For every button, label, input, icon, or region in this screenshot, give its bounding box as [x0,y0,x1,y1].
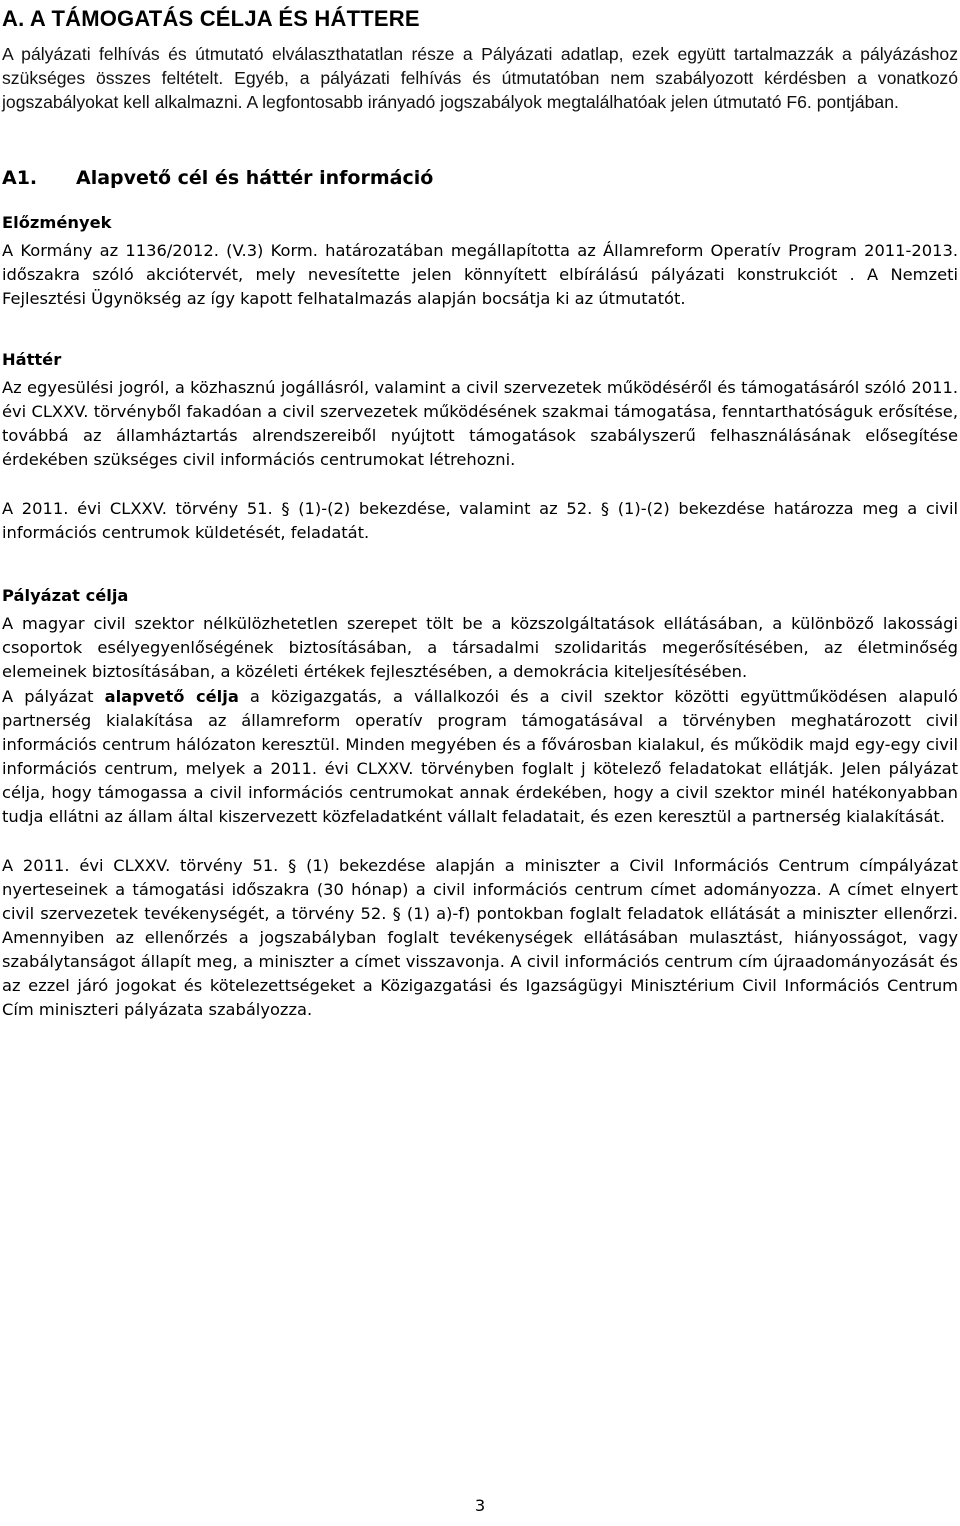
section-number: A1. [2,167,38,189]
p2-bold-text: alapvető célja [104,687,239,706]
palyazat-celja-paragraph-2 [2,685,958,829]
section-title: Alapvető cél és háttér információ [76,167,434,189]
palyazat-celja-paragraph-1: A magyar civil szektor nélkülözhetetlen szerepet tölt be a közszolgáltatások ellátásában, a különböző lakossági csoportok esélyegyenlőségének biztosításában, a társadalmi szolidaritás megerősítésében, az életminőség elemeinek biztosításában, a közéleti értékek fejlesztésében, a demokrácia kiteljesítésében. [2,614,958,681]
hatter-paragraph-1: Az egyesülési jogról, a közhasznú jogállásról, valamint a civil szervezetek működéséről és támogatásáról szóló 2011. évi CLXXV. törvényből fakadóan a civil szervezetek működésének szakmai támogatása, fenntarthatóságuk erősítése, továbbá az államháztartás alrendszereiből nyújtott támogatások szabályszerű felhasználásának elősegítése érdekében szükséges civil információs centrumokat létrehozni. [2,378,958,469]
elozmenyek-heading: Előzmények [2,213,112,232]
palyazat-celja-paragraph-3: A 2011. évi CLXXV. törvény 51. § (1) bekezdése alapján a miniszter a Civil Információs Centrum címpályázat nyerteseinek a támogatási időszakra (30 hónap) a civil információs centrum címet adományozza. A címet elnyert civil szervezetek tevékenységét, a törvény 52. § (1) a)-f) pontokban foglalt feladatok ellátását a miniszter ellenőrzi. Amennyiben az ellenőrzés a jogszabályban foglalt tevékenységek ellátásában mulasztást, hiányosságot, vagy szabálytanságot állapít meg, a miniszter a címet visszavonja. A civil információs centrum cím újraadományozását és az ezzel járó jogokat és kötelezettségeket a Közigazgatási és Igazságügyi Minisztérium Civil Információs Centrum Cím miniszteri pályázata szabályozza. [2,856,958,1019]
p2-text-after: a közigazgatás, a vállalkozói és a civil szektor közötti együttműködésen alapuló partnerség kialakítása az államreform operatív program támogatásával a törvényben meghatározott civil információs centrum hálózaton keresztül. Minden megyében és a fővárosban kialakul, és működik majd egy-egy civil információs centrum, melyek a 2011. évi CLXXV. törvényben foglalt j kötelező feladatokat ellátják. Jelen pályázat célja, hogy támogassa a civil információs centrumokat annak érdekében, hogy a civil szektor minél hatékonyabban tudja ellátni az állam által kiszervezett közfeladatként vállalt feladatait, és ezen keresztül a partnerség kialakítását. [2,687,958,826]
main-heading: A. A TÁMOGATÁS CÉLJA ÉS HÁTTERE [2,6,420,31]
section-heading [2,166,958,190]
intro-paragraph: A pályázati felhívás és útmutató elválaszthatatlan része a Pályázati adatlap, ezek együtt tartalmazzák a pályázáshoz szükséges összes feltételt. Egyéb, a pályázati felhívás és útmutatóban nem szabályozott kérdésben a vonatkozó jogszabályokat kell alkalmazni. A legfontosabb irányadó jogszabályok megtalálhatóak jelen útmutató F6. pontjában. [2,44,958,112]
p2-text-before: A pályázat [2,687,105,706]
hatter-heading: Háttér [2,350,62,369]
elozmenyek-paragraph: A Kormány az 1136/2012. (V.3) Korm. határozatában megállapította az Államreform Operatív Program 2011-2013. időszakra szóló akciótervét, mely nevesítette jelen könnyített elbírálású pályázati konstrukciót . A Nemzeti Fejlesztési Ügynökség az így kapott felhatalmazás alapján bocsátja ki az útmutatót. [2,241,958,308]
hatter-paragraph-2: A 2011. évi CLXXV. törvény 51. § (1)-(2) bekezdése, valamint az 52. § (1)-(2) bekezdése határozza meg a civil információs centrumok küldetését, feladatát. [2,499,958,542]
page-number: 3 [474,1496,486,1515]
palyazat-celja-heading: Pályázat célja [2,586,129,605]
